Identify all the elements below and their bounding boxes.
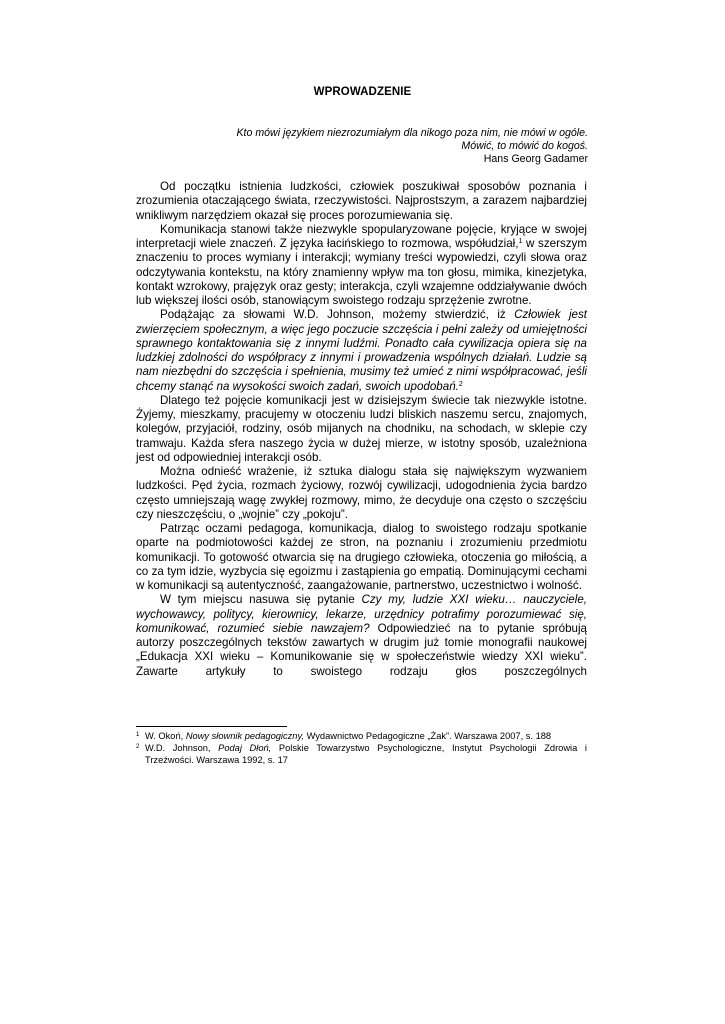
paragraph-2 [136, 223, 587, 309]
footnote-2-text [145, 742, 587, 766]
footnote-1-work-title: Nowy słownik pedagogiczny, [185, 731, 304, 741]
footnote-1-author: W. Okoń, [145, 731, 186, 741]
paragraph-5: Można odnieść wrażenie, iż sztuka dialogu stała się największym wyzwaniem ludzkości. Pęd życia, rozmach życiowy, rozwój cywilizacji, udogodnienia życia bardzo często umniejszają wagę zwykłej rozmowy, mimo, że decyduje ona często o szczęściu czy nieszczęściu, o „wojnie” czy „pokoju”. [136, 465, 587, 521]
epigraph-author: Hans Georg Gadamer [483, 153, 588, 165]
footnote-2-marker: 2 [136, 744, 140, 750]
epigraph-line-2: Mówić, to mówić do kogoś. [461, 140, 588, 152]
paragraph-7-text-b: Odpowiedzieć na to pytanie spróbują autorzy poszczególnych tekstów zawartych w drugim już tomie monografii naukowej „Edukacja XXI wieku – Komunikowanie się w społeczeństwie wiedzy XXI wieku”. Zawarte artykuły to swoistego rodzaju głos poszczególnych [136, 621, 587, 678]
footnote-2-number [136, 742, 145, 766]
footnotes [136, 730, 587, 766]
footnote-separator [136, 726, 287, 727]
paragraph-2-text-a: Komunikacja stanowi także niezwykle spopularyzowane pojęcie, kryjące w swojej interpretacji wiele znaczeń. Z języka łacińskiego to rozmowa, współudział, [136, 222, 587, 250]
epigraph-line-1: Kto mówi językiem niezrozumiałym dla nikogo poza nim, nie mówi w ogóle. [236, 127, 588, 139]
footnote-1-marker: 1 [136, 732, 140, 738]
footnote-1 [136, 730, 587, 742]
paragraph-3-text: Podążając za słowami W.D. Johnson, możemy stwierdzić, iż [160, 308, 515, 322]
footnote-ref-2: 2 [458, 380, 463, 388]
epigraph [236, 127, 588, 166]
paragraph-3 [136, 308, 587, 394]
body-text [136, 180, 587, 679]
footnote-1-publication: Wydawnictwo Pedagogiczne „Żak”. Warszawa 2007, s. 188 [304, 731, 552, 741]
page-title: WPROWADZENIE [313, 86, 412, 98]
paragraph-7-text-a: W tym miejscu nasuwa się pytanie [160, 593, 362, 607]
footnote-2 [136, 742, 587, 766]
footnote-2-publication: Polskie Towarzystwo Psychologiczne, Instytut Psychologii Zdrowia i Trzeźwości. Warszawa 1992, s. 17 [145, 743, 587, 765]
footnote-1-number [136, 730, 145, 742]
paragraph-1: Od początku istnienia ludzkości, człowiek poszukiwał sposobów poznania i zrozumienia otaczającego świata, rzeczywistości. Najprostszym, a zarazem najbardziej wnikliwym narzędziem okazał się proces porozumiewania się. [136, 180, 587, 222]
paragraph-6: Patrząc oczami pedagoga, komunikacja, dialog to swoistego rodzaju spotkanie oparte na podmiotowości każdej ze stron, na poznaniu i zrozumieniu przedmiotu komunikacji. To gotowość otwarcia się na drugiego człowieka, otoczenia go miłością, a co za tym idzie, wyzbycia się egoizmu i zastąpienia go empatią. Dominującymi cechami w komunikacji są autentyczność, zaangażowanie, partnerstwo, uczestnictwo i wolność. [136, 522, 587, 592]
footnote-2-author: W.D. Johnson, [145, 743, 219, 753]
paragraph-7-question: Czy my, ludzie XXI wieku… nauczyciele, wychowawcy, politycy, kierownicy, lekarze, urzędnicy potrafimy porozumiewać się, komunikować, rozumieć siebie nawzajem? [136, 593, 587, 635]
paragraph-3-quote: Człowiek jest zwierzęciem społecznym, a więc jego poczucie szczęścia i pełni zależy od umiejętności sprawnego kontaktowania się z innymi ludźmi. Ponadto cała cywilizacja opiera się na ludzkiej zdolności do współpracy z innymi i prowadzenia wspólnych działań. Ludzie są nam niezbędni do szczęścia i spełnienia, musimy też umieć z nimi współpracować, jeśli chcemy stanąć na wysokości swoich zadań, swoich upodobań. [136, 308, 587, 393]
footnote-1-text [145, 730, 587, 742]
footnote-2-work-title: Podaj Dłoń, [218, 743, 272, 753]
paragraph-2-text-b: w szerszym znaczeniu to proces wymiany i interakcji; wymiany treści wypowiedzi, czyli słowa oraz odczytywania kontekstu, na który znamienny wpływ ma ton głosu, mimika, kinezjetyka, kontakt wzrokowy, prajęzyk oraz gesty; interakcja, czyli wzajemne oddziaływanie dwóch lub większej ilości osób, stanowiącym swoistego rodzaju sprzężenie zwrotne. [136, 237, 587, 307]
paragraph-4: Dlatego też pojęcie komunikacji jest w dzisiejszym świecie tak niezwykle istotne. Żyjemy, mieszkamy, pracujemy w otoczeniu ludzi bliskich naszemu sercu, znajomych, kolegów, przyjaciół, rodziny, osób mijanych na chodniku, na schodach, w sklepie czy tramwaju. Każda sfera naszego życia w dużej mierze, w istotny sposób, uzależniona jest od odpowiedniej interakcji osób. [136, 393, 587, 464]
paragraph-7 [136, 593, 587, 679]
footnote-ref-1: 1 [518, 238, 523, 245]
